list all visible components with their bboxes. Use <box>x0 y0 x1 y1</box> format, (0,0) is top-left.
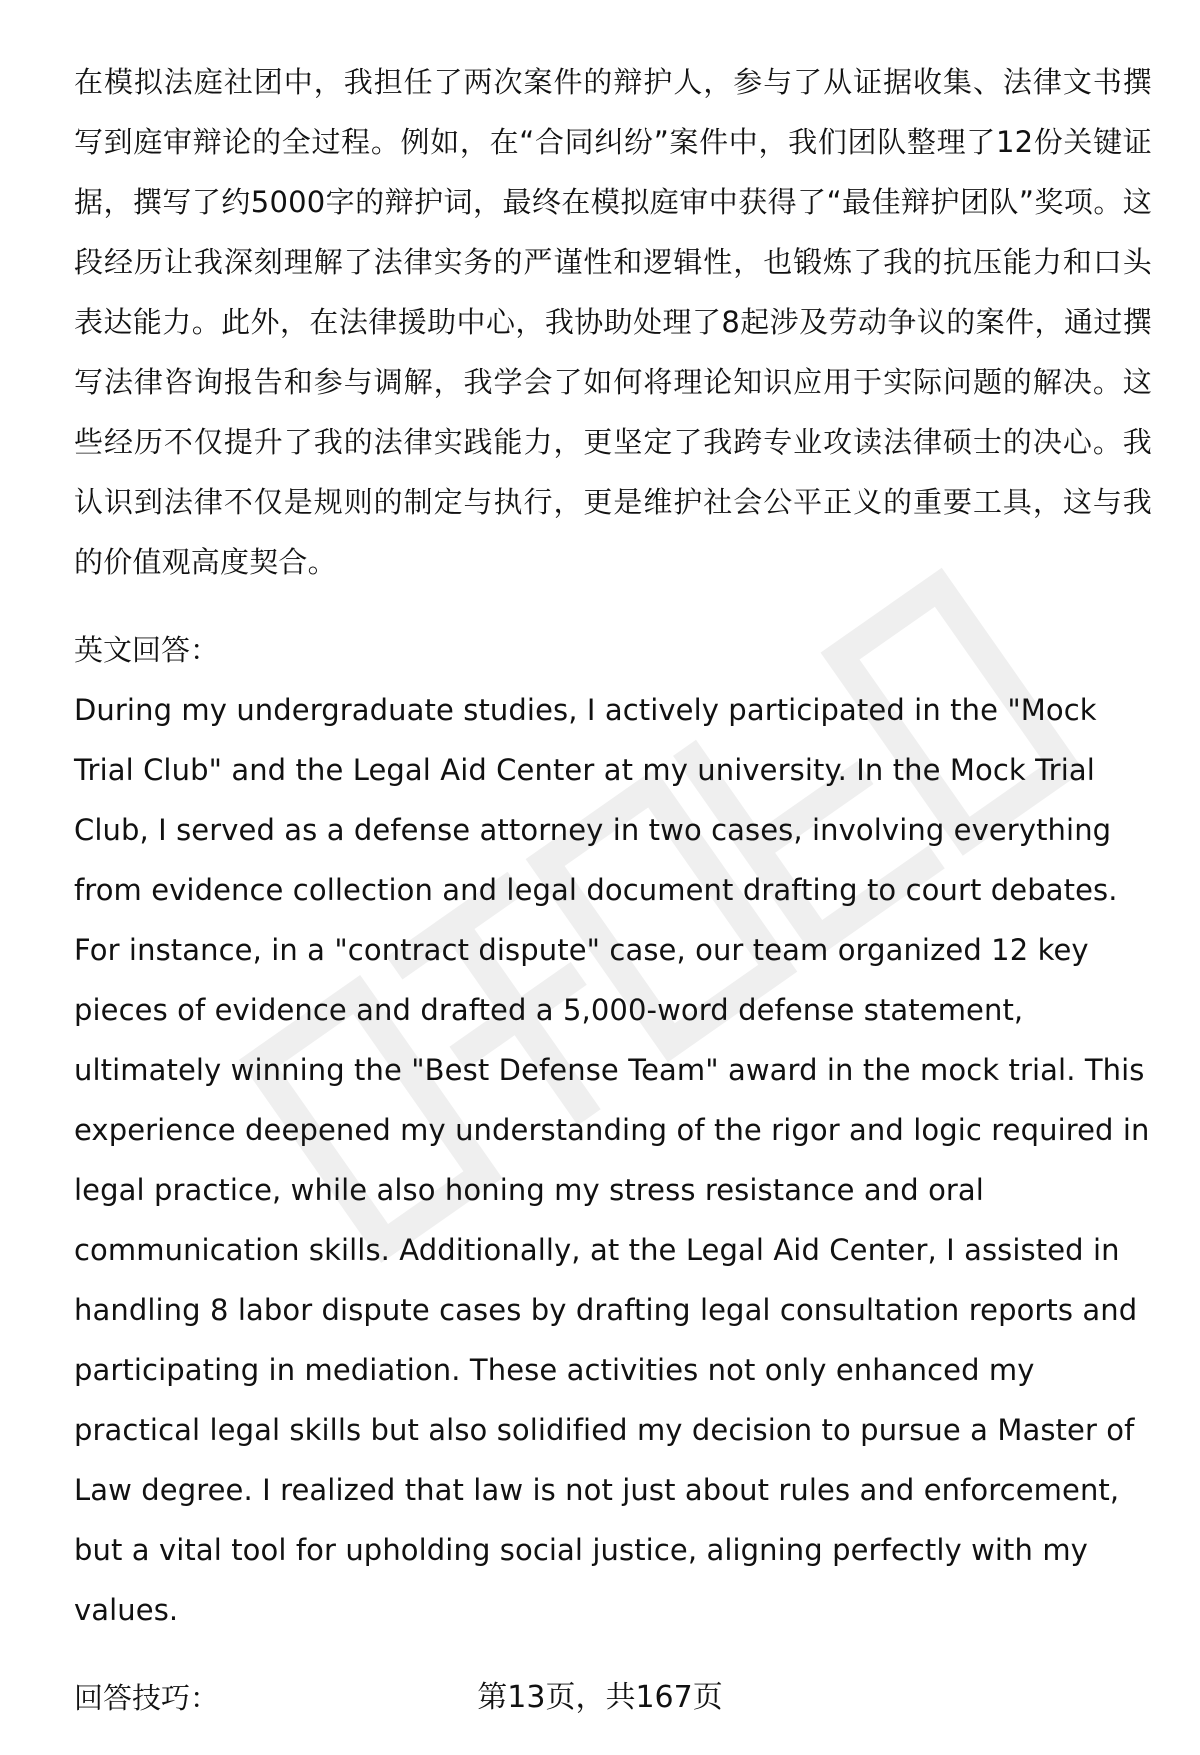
english-answer-label: 英文回答： <box>74 633 220 667</box>
page-number-footer: 第13页，共167页 <box>477 1680 723 1715</box>
answer-tips-label: 回答技巧： <box>74 1681 220 1715</box>
chinese-answer-paragraph: 在模拟法庭社团中，我担任了两次案件的辩护人，参与了从证据收集、法律文书撰写到庭审辩论的全过程。例如，在“合同纠纷”案件中，我们团队整理了12份关键证据，撰写了约5000字的辩护词，最终在模拟庭审中获得了“最佳辩护团队”奖项。这段经历让我深刻理解了法律实务的严谨性和逻辑性，也锻炼了我的抗压能力和口头表达能力。此外，在法律援助中心，我协助处理了8起涉及劳动争议的案件，通过撰写法律咨询报告和参与调解，我学会了如何将理论知识应用于实际问题的解决。这些经历不仅提升了我的法律实践能力，更坚定了我跨专业攻读法律硕士的决心。我认识到法律不仅是规则的制定与执行，更是维护社会公平正义的重要工具，这与我的价值观高度契合。 <box>74 65 1152 579</box>
english-answer-paragraph: During my undergraduate studies, I actively participated in the "Mock Trial Club" and the Legal Aid Center at my university. In the Mock Trial Club, I served as a defense attorney in two cases, involving everything from evidence collection and legal document drafting to court debates. For instance, in a "contract dispute" case, our team organized 12 key pieces of evidence and drafted a 5,000-word defense statement, ultimately winning the "Best Defense Team" award in the mock trial. This experience deepened my understanding of the rigor and logic required in legal practice, while also honing my stress resistance and oral communication skills. Additionally, at the Legal Aid Center, I assisted in handling 8 labor dispute cases by drafting legal consultation reports and participating in mediation. These activities not only enhanced my practical legal skills but also solidified my decision to pursue a Master of Law degree. I realized that law is not just about rules and enforcement, but a vital tool for upholding social justice, aligning perfectly with my values. <box>74 693 1150 1627</box>
document-body <box>74 52 1152 1728</box>
